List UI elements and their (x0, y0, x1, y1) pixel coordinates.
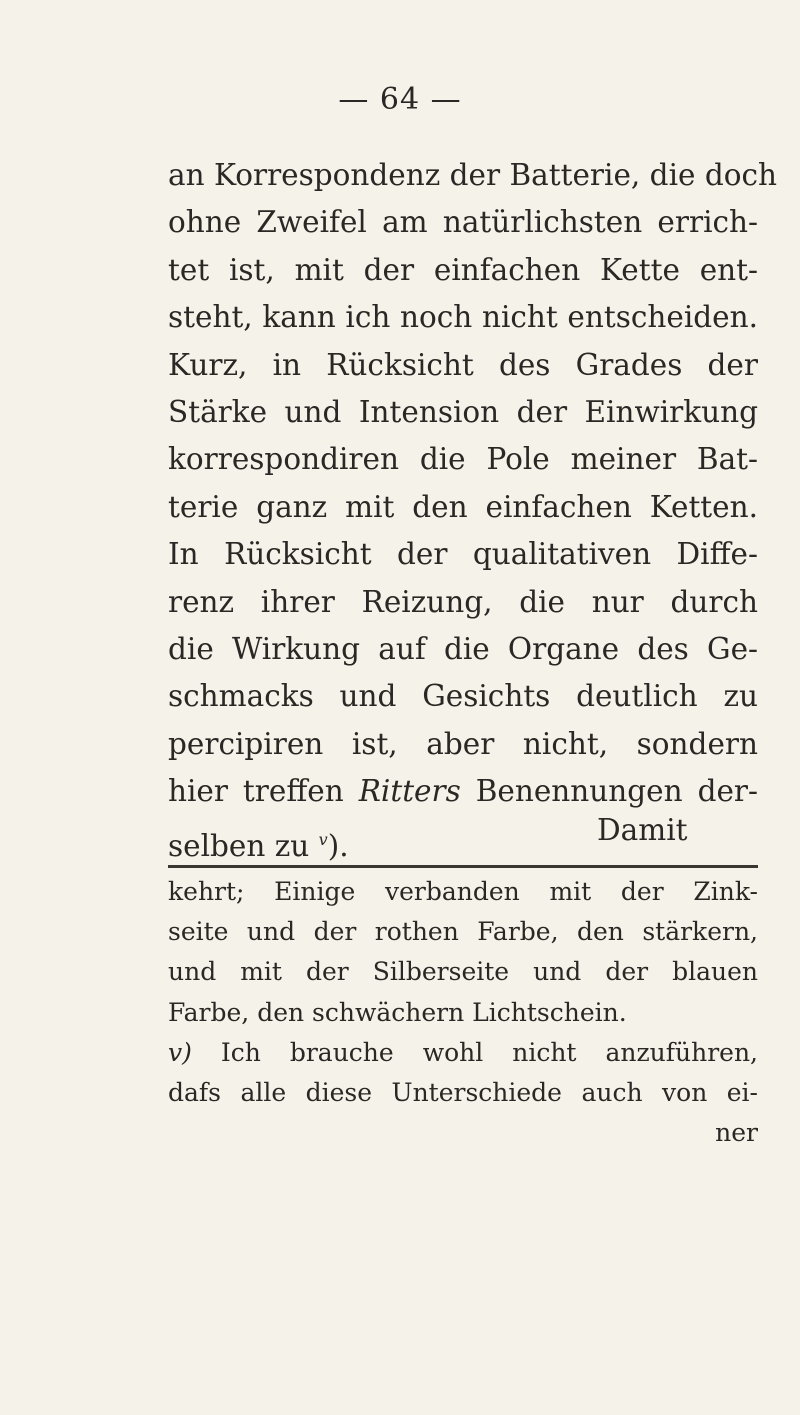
text-line: ohne Zweifel am natürlichsten errich- (168, 205, 758, 240)
footnote-line: Farbe, den schwächern Lichtschein. (168, 997, 627, 1027)
footnote-v-line (168, 1033, 758, 1073)
footnote-v-text: Ich brauche wohl nicht anzuführen, (191, 1037, 758, 1067)
text-line-ritters (168, 768, 758, 815)
text-line: renz ihrer Reizung, die nur durch (168, 584, 758, 619)
text-line: terie ganz mit den einfachen Ketten. (168, 489, 758, 524)
footnote-line: seite und der rothen Farbe, den stärkern, (168, 917, 758, 947)
text-line: steht, kann ich noch nicht entscheiden. (168, 300, 758, 335)
footnote-divider (168, 865, 758, 868)
text-line: korrespondiren die Pole meiner Bat- (168, 442, 758, 477)
footnote-reference-mark: v (318, 829, 328, 849)
text-line: percipiren ist, aber nicht, sondern (168, 726, 758, 761)
footnote-line: kehrt; Einige verbanden mit der Zink- (168, 877, 758, 906)
footnote-block (168, 872, 758, 1153)
text-line: schmacks und Gesichts deutlich zu (168, 679, 758, 714)
line-part: selben zu (168, 828, 319, 863)
author-name-italic: Ritters (358, 774, 461, 809)
main-text-block (168, 152, 777, 870)
footnote-v-marker: v) (168, 1037, 192, 1067)
line-part: Benennungen der- (460, 774, 758, 809)
text-line: an Korrespondenz der Batterie, die doch (168, 158, 777, 192)
text-line: Stärke und Intension der Einwirkung (168, 395, 758, 430)
catchword: Damit (597, 813, 688, 847)
text-line: die Wirkung auf die Organe des Ge- (168, 632, 758, 667)
line-part: ). (327, 828, 349, 863)
footnote-catchword: ner (715, 1118, 758, 1148)
text-line: Kurz, in Rücksicht des Grades der (168, 347, 758, 382)
line-part: hier treffen (168, 774, 359, 809)
text-line: tet ist, mit der einfachen Kette ent- (168, 252, 758, 287)
footnote-line: dafs alle diese Unterschiede auch von ei- (168, 1078, 758, 1108)
footnote-line: und mit der Silberseite und der blauen (168, 957, 758, 987)
text-line: In Rücksicht der qualitativen Diffe- (168, 537, 758, 572)
page-number-header: — 64 — (338, 82, 462, 117)
